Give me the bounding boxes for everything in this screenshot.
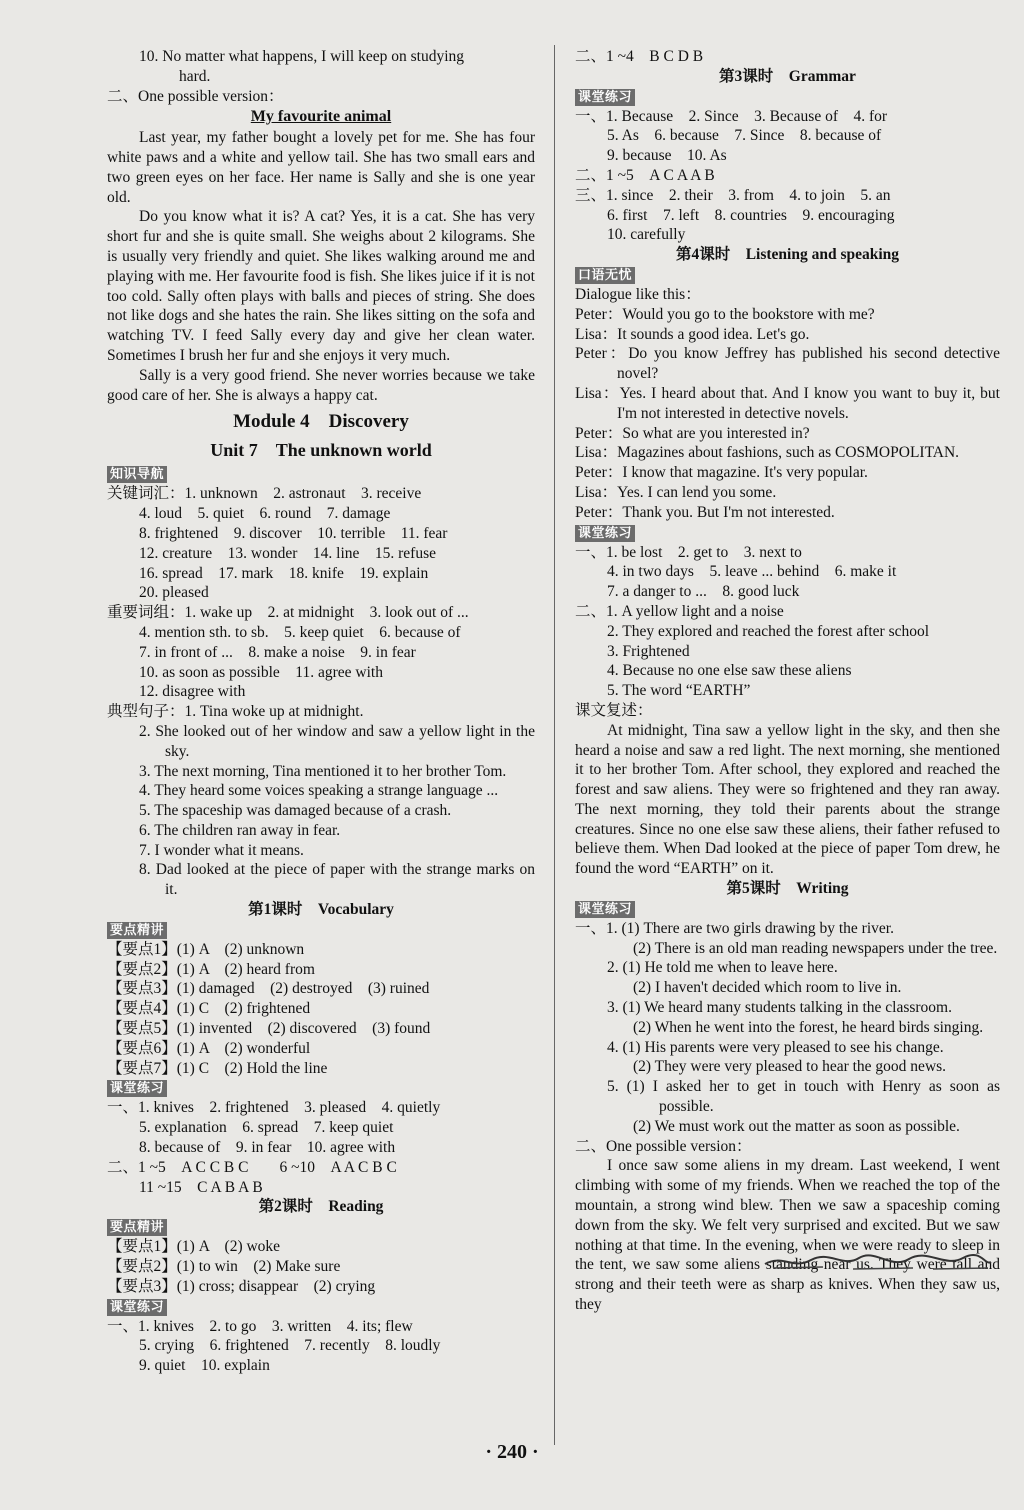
exercise-line: (2) There is an old man reading newspapers under the tree. xyxy=(633,939,998,957)
sentence-item: 7. I wonder what it means. xyxy=(139,841,304,859)
exercise-line: 5. (1) I asked her to get in touch with Henry as soon as possible. xyxy=(607,1078,1000,1116)
exercise-line: 3. (1) We heard many students talking in the classroom. xyxy=(607,999,952,1017)
column-divider xyxy=(554,45,555,1445)
essay-title: My favourite animal xyxy=(250,108,392,126)
lesson-title: 第1课时 Vocabulary xyxy=(248,901,394,919)
exercise-line: 5. explanation 6. spread 7. keep quiet xyxy=(139,1119,394,1137)
dialogue-line: Peter：So what are you interested in? xyxy=(575,424,810,442)
answer-item-continuation: hard. xyxy=(179,67,211,85)
exercise-line: 二、1 ~5 A C C B C 6 ~10 A A C B C xyxy=(107,1158,397,1176)
version-label: 二、One possible version： xyxy=(575,1137,752,1155)
vocab-line: 4. loud 5. quiet 6. round 7. damage xyxy=(139,505,391,523)
module-title: Module 4 Discovery xyxy=(233,411,409,433)
dialogue-line: Lisa：Magazines about fashions, such as COSMOPOLITAN. xyxy=(575,444,960,462)
lesson-title: 第5课时 Writing xyxy=(726,880,849,898)
exercise-line: 二、1. A yellow light and a noise xyxy=(575,602,784,620)
exercise-line: 一、1. knives 2. frightened 3. pleased 4. quietly xyxy=(107,1099,441,1117)
retell-paragraph: At midnight, Tina saw a yellow light in the sky, and then she heard a noise and saw a red light. The next morning, she mentioned it to her brother Tom. After school, they explored and reached the forest and saw aliens. They were so frightened and they ran away. The next morning, they told their parents about the strange creatures. Since no one else saw these aliens, their father refused to believe them. When Dad looked at the piece of paper Tom drew, he found the word “EARTH” on it. xyxy=(575,721,1000,878)
vocab-line: 16. spread 17. mark 18. knife 19. explain xyxy=(139,564,429,582)
section-tag: 课堂练习 xyxy=(575,901,635,918)
sentence-item: 3. The next morning, Tina mentioned it to her brother Tom. xyxy=(139,762,507,780)
retell-label: 课文复述： xyxy=(575,701,653,719)
point-line: 【要点2】(1) A (2) heard from xyxy=(107,960,315,978)
version-label: 二、One possible version： xyxy=(107,87,284,105)
sentence-item: 8. Dad looked at the piece of paper with the strange marks on it. xyxy=(139,861,535,899)
point-line: 【要点5】(1) invented (2) discovered (3) found xyxy=(107,1020,431,1038)
essay-paragraph: Do you know what it is? A cat? Yes, it is a cat. She has very short fur and she is quite small. She weighs about 2 kilograms. She is usually very friendly and quiet. She likes walking around me and playing with me. Her favourite food is fish. She likes juice if it is not too cold. Sally often plays with balls and pieces of string. She does not like dogs and she hates the rain. She likes sitting on the sofa and watching TV. I feed Sally every day and give her clean water. Sometimes I brush her fur and she enjoys it very much. xyxy=(107,208,535,364)
exercise-line: 4. (1) His parents were very pleased to see his change. xyxy=(607,1038,944,1056)
vocab-line: 8. frightened 9. discover 10. terrible 11. fear xyxy=(139,524,448,542)
dialogue-line: Peter：I know that magazine. It's very popular. xyxy=(575,464,868,482)
phrase-line: 重要词组：1. wake up 2. at midnight 3. look out of ... xyxy=(107,604,469,622)
exercise-line: 一、1. (1) There are two girls drawing by the river. xyxy=(575,919,894,937)
lesson-title: 第4课时 Listening and speaking xyxy=(675,246,900,264)
vocab-line: 20. pleased xyxy=(139,584,209,602)
dialogue-intro: Dialogue like this： xyxy=(575,285,701,303)
phrase-line: 10. as soon as possible 11. agree with xyxy=(139,663,383,681)
point-line: 【要点2】(1) to win (2) Make sure xyxy=(107,1258,341,1276)
dialogue-line: Peter：Do you know Jeffrey has published his second detective novel? xyxy=(575,345,1000,383)
exercise-line: 9. quiet 10. explain xyxy=(139,1357,270,1375)
exercise-line: 5. As 6. because 7. Since 8. because of xyxy=(607,127,882,145)
section-tag: 课堂练习 xyxy=(575,525,635,542)
exercise-line: 8. because of 9. in fear 10. agree with xyxy=(139,1139,396,1157)
exercise-line: 9. because 10. As xyxy=(607,147,727,165)
exercise-line: 4. in two days 5. leave ... behind 6. make it xyxy=(607,563,897,581)
sentence-item: 5. The spaceship was damaged because of a crash. xyxy=(139,802,452,820)
exercise-line: 一、1. be lost 2. get to 3. next to xyxy=(575,543,802,561)
exercise-line: 3. Frightened xyxy=(607,642,690,660)
point-line: 【要点1】(1) A (2) unknown xyxy=(107,940,305,958)
point-line: 【要点1】(1) A (2) woke xyxy=(107,1238,281,1256)
dialogue-line: Peter：Would you go to the bookstore with me? xyxy=(575,305,875,323)
section-tag: 口语无忧 xyxy=(575,267,635,284)
vocab-line: 关键词汇：1. unknown 2. astronaut 3. receive xyxy=(107,485,422,503)
sentence-item: 4. They heard some voices speaking a strange language ... xyxy=(139,782,499,800)
exercise-line: 4. Because no one else saw these aliens xyxy=(607,662,852,680)
section-tag: 要点精讲 xyxy=(107,1219,167,1236)
sentence-item: 2. She looked out of her window and saw a yellow light in the sky. xyxy=(139,722,535,760)
point-line: 【要点3】(1) cross; disappear (2) crying xyxy=(107,1277,376,1295)
dialogue-line: Lisa：It sounds a good idea. Let's go. xyxy=(575,325,810,343)
vocab-line: 12. creature 13. wonder 14. line 15. refuse xyxy=(139,544,436,562)
dialogue-line: Lisa：Yes. I heard about that. And I know you want to buy it, but I'm not interested in detective novels. xyxy=(575,384,1000,422)
section-tag: 课堂练习 xyxy=(107,1299,167,1316)
exercise-line: 6. first 7. left 8. countries 9. encouraging xyxy=(607,206,895,224)
phrase-line: 12. disagree with xyxy=(139,683,246,701)
point-line: 【要点6】(1) A (2) wonderful xyxy=(107,1039,311,1057)
exercise-line: 二、1 ~4 B C D B xyxy=(575,48,704,65)
exercise-line: 二、1 ~5 A C A A B xyxy=(575,166,715,184)
essay-paragraph: Sally is a very good friend. She never worries because we take good care of her. She is always a happy cat. xyxy=(107,366,535,404)
exercise-line: 2. They explored and reached the forest after school xyxy=(607,622,930,640)
exercise-line: (2) When he went into the forest, he heard birds singing. xyxy=(633,1018,984,1036)
sentence-item: 6. The children ran away in fear. xyxy=(139,821,341,839)
page-number: · 240 · xyxy=(485,1441,539,1463)
lesson-title: 第3课时 Grammar xyxy=(719,67,856,85)
lesson-title: 第2课时 Reading xyxy=(258,1198,384,1216)
exercise-line: 5. The word “EARTH” xyxy=(607,682,751,700)
section-tag: 课堂练习 xyxy=(575,89,635,106)
dialogue-line: Peter：Thank you. But I'm not interested. xyxy=(575,503,835,521)
point-line: 【要点3】(1) damaged (2) destroyed (3) ruined xyxy=(107,980,430,998)
exercise-line: (2) I haven't decided which room to live in. xyxy=(633,979,902,997)
exercise-line: 5. crying 6. frightened 7. recently 8. loudly xyxy=(139,1337,441,1355)
right-column xyxy=(575,47,1000,1315)
phrase-line: 4. mention sth. to sb. 5. keep quiet 6. because of xyxy=(139,623,461,641)
left-column xyxy=(107,47,535,1376)
essay-paragraph: Last year, my father bought a lovely pet for me. She has four white paws and a white and yellow tail. She has two small ears and two green eyes on her face. Her name is Sally and she is one year old. xyxy=(107,129,535,206)
point-line: 【要点4】(1) C (2) frightened xyxy=(107,1000,311,1018)
exercise-line: 11 ~15 C A B A B xyxy=(139,1178,263,1196)
section-tag: 课堂练习 xyxy=(107,1080,167,1097)
exercise-line: 7. a danger to ... 8. good luck xyxy=(607,583,800,601)
section-tag: 要点精讲 xyxy=(107,922,167,939)
exercise-line: 一、1. Because 2. Since 3. Because of 4. for xyxy=(575,107,888,125)
exercise-line: 2. (1) He told me when to leave here. xyxy=(607,959,838,977)
exercise-line: 三、1. since 2. their 3. from 4. to join 5. an xyxy=(575,186,891,204)
point-line: 【要点7】(1) C (2) Hold the line xyxy=(107,1059,328,1077)
section-tag: 知识导航 xyxy=(107,466,167,483)
exercise-line: (2) We must work out the matter as soon as possible. xyxy=(633,1117,960,1135)
phrase-line: 7. in front of ... 8. make a noise 9. in fear xyxy=(139,643,416,661)
answer-item: 10. No matter what happens, I will keep on studying xyxy=(139,48,465,65)
dialogue-line: Lisa：Yes. I can lend you some. xyxy=(575,483,777,501)
exercise-line: 一、1. knives 2. to go 3. written 4. its; flew xyxy=(107,1317,413,1335)
exercise-line: 10. carefully xyxy=(607,226,686,244)
unit-title: Unit 7 The unknown world xyxy=(210,440,432,461)
essay-paragraph: I once saw some aliens in my dream. Last weekend, I went climbing with some of my friends. When we reached the top of the mountain, a strong wind blew. Then we saw a spaceship coming down from the sky. We felt very surprised and excited. But we saw nothing at that time. In the evening, when we were ready to sleep in the tent, we saw some aliens standing near us. They were tall and strong and their teeth were as sharp as knives. When they saw us, they xyxy=(575,1157,1000,1314)
sentence-label: 典型句子：1. Tina woke up at midnight. xyxy=(107,703,364,721)
exercise-line: (2) They were very pleased to hear the good news. xyxy=(633,1058,947,1076)
handwriting-scribble xyxy=(763,1250,993,1274)
